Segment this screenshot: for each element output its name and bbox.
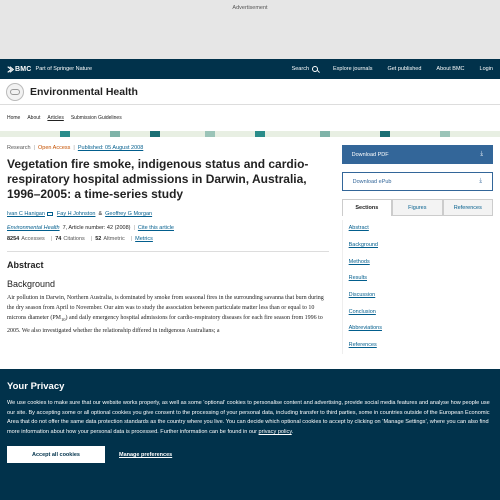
article-title: Vegetation fire smoke, indigenous status and cardio-respiratory hospital admissions in Darwin, Australia, 1996–2005: a time-series study bbox=[7, 157, 309, 201]
altmetric-count: 52 bbox=[95, 236, 102, 242]
nav-search[interactable] bbox=[292, 66, 318, 72]
section-link-discussion[interactable]: Discussion bbox=[348, 292, 376, 299]
article-meta bbox=[7, 145, 329, 151]
section-link-methods[interactable]: Methods bbox=[348, 258, 370, 265]
subnav-articles[interactable]: Articles bbox=[47, 115, 64, 121]
subnav-about[interactable]: About bbox=[27, 115, 41, 121]
list-item bbox=[343, 220, 493, 237]
citations-count: 74 bbox=[55, 236, 62, 242]
accesses-count: 8254 bbox=[7, 236, 20, 242]
metrics-separator: | bbox=[90, 236, 93, 242]
section-link-abbreviations[interactable]: Abbreviations bbox=[348, 325, 382, 332]
article-type: Research bbox=[7, 145, 31, 151]
accept-all-cookies-button[interactable]: Accept all cookies bbox=[7, 446, 105, 463]
abstract-paragraph bbox=[7, 293, 329, 336]
citations-label: Citations bbox=[63, 236, 85, 242]
metrics-separator: | bbox=[50, 236, 53, 242]
sidebar-tabs bbox=[342, 199, 493, 216]
author-link[interactable]: Ivan C Hanigan bbox=[7, 211, 45, 217]
download-pdf-button[interactable] bbox=[342, 145, 493, 164]
metrics-link[interactable]: Metrics bbox=[135, 236, 153, 242]
advertisement-label: Advertisement bbox=[232, 5, 268, 11]
list-item bbox=[343, 270, 493, 287]
section-link-references[interactable]: References bbox=[348, 342, 377, 349]
page-content bbox=[0, 145, 500, 354]
list-item bbox=[343, 303, 493, 320]
email-icon[interactable] bbox=[47, 212, 53, 216]
author-separator: & bbox=[98, 211, 103, 217]
download-epub-button[interactable] bbox=[342, 172, 493, 191]
section-link-background[interactable]: Background bbox=[348, 242, 378, 249]
list-item bbox=[343, 287, 493, 304]
abstract-subscript: 10 bbox=[61, 317, 66, 323]
nav-explore-journals[interactable]: Explore journals bbox=[333, 66, 373, 72]
citation-details: 7, Article number: 42 (2008) bbox=[62, 225, 131, 231]
nav-about-bmc[interactable]: About BMC bbox=[436, 66, 465, 72]
cookie-text bbox=[7, 399, 493, 437]
cookie-text-end: . bbox=[291, 428, 294, 435]
section-list bbox=[342, 220, 493, 354]
article-metrics bbox=[7, 236, 329, 242]
author-link[interactable]: Fay H Johnston bbox=[56, 211, 96, 217]
search-icon bbox=[312, 66, 318, 72]
bmc-logo[interactable] bbox=[7, 66, 92, 73]
journal-link[interactable]: Environmental Health bbox=[7, 225, 60, 231]
article-sidebar bbox=[342, 145, 493, 354]
article-main bbox=[7, 145, 329, 354]
download-icon: ⤓ bbox=[480, 151, 483, 157]
nav-login[interactable]: Login bbox=[479, 66, 493, 72]
meta-separator: | bbox=[33, 145, 35, 151]
top-navigation bbox=[0, 59, 500, 79]
section-link-abstract[interactable]: Abstract bbox=[348, 225, 369, 232]
author-link[interactable]: Geoffrey G Morgan bbox=[105, 211, 153, 217]
abstract-text-part1: Air pollution in Darwin, Northern Australia, is dominated by smoke from seasonal fires in the surrounding savanna that burn during the dry season from April to November. Our aim was to study the association between particulate matter less than or equal to 10 microns diameter (PM bbox=[7, 295, 324, 322]
cite-this-article-link[interactable]: Cite this article bbox=[137, 225, 174, 231]
citation-separator: | bbox=[133, 225, 135, 231]
decorative-banner bbox=[0, 131, 500, 137]
advertisement-banner bbox=[0, 0, 500, 59]
journal-subnav bbox=[0, 109, 500, 127]
abstract-text-part2: ) and daily emergency hospital admissions for cardio-respiratory diseases for each fire season from 1996 to 2005. We also investigated whether the relationship differed in indigenous Australians; a bbox=[7, 315, 323, 334]
cookie-body: We use cookies to make sure that our website works properly, as well as some ‘optional’ cookies to personalise content and advertising, provide social media features and analyse how people use our site. By accepting some or all optional cookies you give consent to the processing of your personal data, including transfer to third parties, some in countries outside of the European Economic Area that do not offer the same data protection standards as the country where you live. You can decide which optional cookies to accept by clicking on ‘Manage Settings’, where you can also find more information about how your personal data is processed. Further information can be found in our bbox=[7, 400, 490, 435]
subnav-home[interactable]: Home bbox=[7, 115, 21, 121]
tab-sections[interactable]: Sections bbox=[342, 199, 392, 216]
list-item bbox=[343, 237, 493, 254]
download-epub-label: Download ePub bbox=[352, 178, 392, 185]
author-list bbox=[7, 211, 329, 217]
list-item bbox=[343, 253, 493, 270]
cookie-actions bbox=[7, 446, 493, 463]
list-item bbox=[343, 320, 493, 337]
accesses-label: Accesses bbox=[21, 236, 45, 242]
bmc-brand-sub: Part of Springer Nature bbox=[35, 66, 93, 72]
bmc-brand: BMC bbox=[15, 65, 32, 73]
manage-preferences-link[interactable]: Manage preferences bbox=[119, 451, 173, 458]
altmetric-label: Altmetric bbox=[103, 236, 125, 242]
subnav-submission-guidelines[interactable]: Submission Guidelines bbox=[70, 115, 122, 121]
metrics-separator: | bbox=[130, 236, 133, 242]
tab-references[interactable]: References bbox=[443, 199, 493, 215]
section-link-conclusion[interactable]: Conclusion bbox=[348, 308, 376, 315]
bmc-logo-mark bbox=[7, 66, 32, 73]
meta-separator: | bbox=[73, 145, 75, 151]
journal-logo-icon[interactable] bbox=[6, 83, 24, 101]
abstract-heading: Abstract bbox=[7, 260, 44, 270]
section-divider bbox=[7, 251, 329, 252]
bmc-chevron-icon bbox=[7, 66, 14, 73]
section-link-results[interactable]: Results bbox=[348, 275, 367, 282]
citation-line bbox=[7, 225, 329, 231]
journal-title[interactable]: Environmental Health bbox=[30, 85, 138, 98]
cookie-heading: Your Privacy bbox=[7, 381, 65, 392]
download-pdf-label: Download PDF bbox=[351, 151, 389, 158]
privacy-policy-link[interactable]: privacy policy bbox=[258, 428, 292, 435]
cookie-consent-banner bbox=[0, 369, 500, 500]
nav-search-label: Search bbox=[291, 66, 310, 72]
tab-figures[interactable]: Figures bbox=[392, 199, 442, 215]
journal-header bbox=[0, 79, 500, 105]
open-access-badge: Open Access bbox=[37, 145, 71, 151]
list-item bbox=[343, 337, 493, 354]
download-icon: ⤓ bbox=[479, 178, 482, 184]
published-date-link[interactable]: Published: 05 August 2008 bbox=[77, 145, 144, 151]
nav-get-published[interactable]: Get published bbox=[387, 66, 422, 72]
background-heading: Background bbox=[7, 279, 56, 289]
